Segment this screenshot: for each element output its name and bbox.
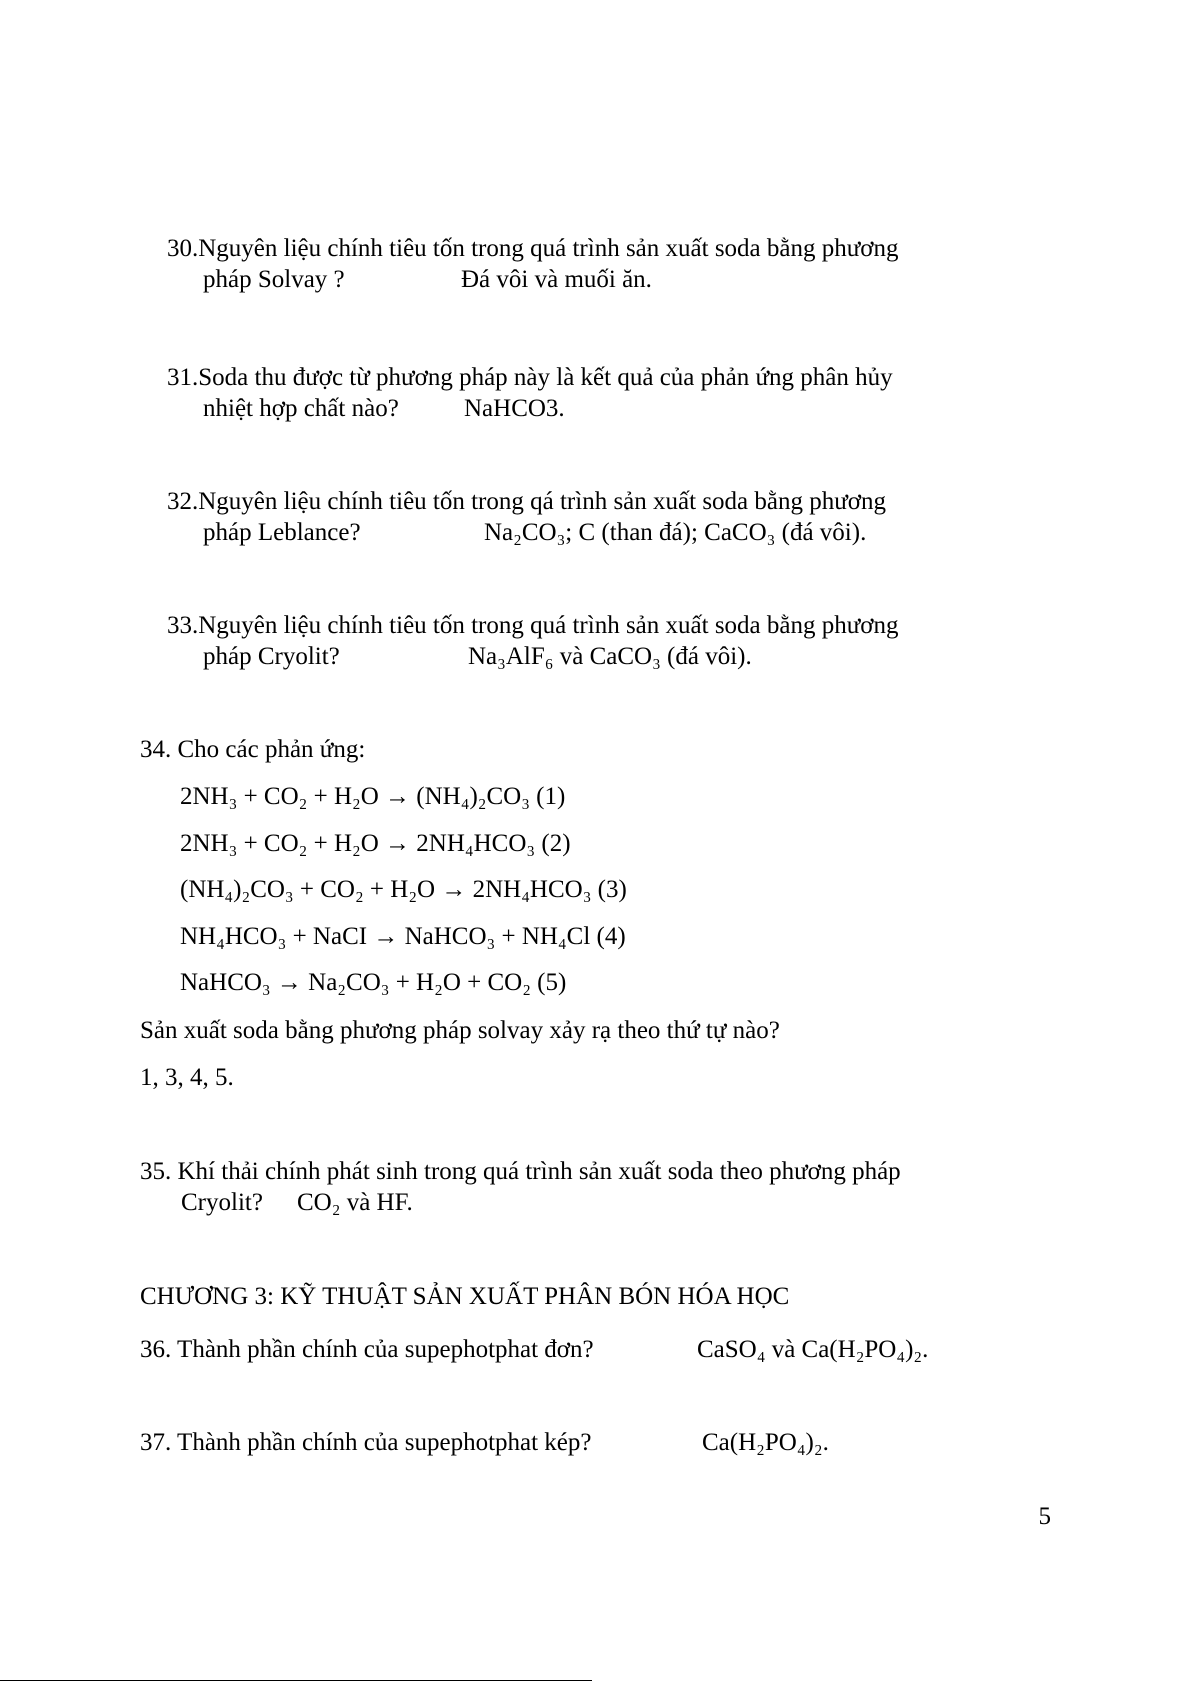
question-33-line1: 33.Nguyên liệu chính tiêu tốn trong quá trình sản xuất soda bằng phương (167, 612, 899, 639)
question-32-line1: 32.Nguyên liệu chính tiêu tốn trong qá trình sản xuất soda bằng phương (167, 488, 887, 515)
question-34-answer: 1, 3, 4, 5. (140, 1064, 234, 1091)
question-34-question: Sản xuất soda bằng phương pháp solvay xảy rạ theo thứ tự nào? (140, 1017, 780, 1044)
reaction-3: (NH₄)₂CO₃ + CO₂ + H₂O → 2NH₄HCO₃ (3) (180, 876, 627, 903)
question-32-answer: Na₂CO₃; C (than đá); CaCO₃ (đá vôi). (484, 519, 867, 546)
question-34-intro: 34. Cho các phản ứng: (140, 736, 366, 763)
question-35-line2: Cryolit? (181, 1189, 263, 1216)
question-33-answer: Na₃AlF₆ và CaCO₃ (đá vôi). (468, 643, 752, 670)
question-30-line1: 30.Nguyên liệu chính tiêu tốn trong quá trình sản xuất soda bằng phương (167, 235, 899, 262)
footnote-divider (0, 1680, 592, 1681)
question-31-line2: nhiệt hợp chất nào? (203, 395, 399, 422)
reaction-5: NaHCO₃ → Na₂CO₃ + H₂O + CO₂ (5) (180, 969, 567, 996)
question-35-answer: CO₂ và HF. (297, 1189, 413, 1216)
question-30-answer: Đá vôi và muối ăn. (461, 266, 652, 293)
reaction-4: NH₄HCO₃ + NaCI → NaHCO₃ + NH₄Cl (4) (180, 923, 626, 950)
question-35-line1: 35. Khí thải chính phát sinh trong quá trình sản xuất soda theo phương pháp (140, 1158, 901, 1185)
question-33-line2: pháp Cryolit? (203, 643, 340, 670)
question-32-line2: pháp Leblance? (203, 519, 361, 546)
question-37-text: 37. Thành phần chính của supephotphat kép? (140, 1429, 592, 1456)
chapter-3-heading: CHƯƠNG 3: KỸ THUẬT SẢN XUẤT PHÂN BÓN HÓA HỌC (140, 1283, 790, 1310)
reaction-2: 2NH₃ + CO₂ + H₂O → 2NH₄HCO₃ (2) (180, 830, 571, 857)
question-36-text: 36. Thành phần chính của supephotphat đơn? (140, 1336, 594, 1363)
question-36-answer: CaSO₄ và Ca(H₂PO₄)₂. (697, 1336, 929, 1363)
reaction-1: 2NH₃ + CO₂ + H₂O → (NH₄)₂CO₃ (1) (180, 783, 566, 810)
page-number: 5 (1038, 1503, 1051, 1530)
question-30-line2: pháp Solvay ? (203, 266, 345, 293)
question-31-line1: 31.Soda thu được từ phương pháp này là kết quả của phản ứng phân hủy (167, 364, 893, 391)
question-37-answer: Ca(H₂PO₄)₂. (702, 1429, 829, 1456)
question-31-answer: NaHCO3. (464, 395, 565, 422)
